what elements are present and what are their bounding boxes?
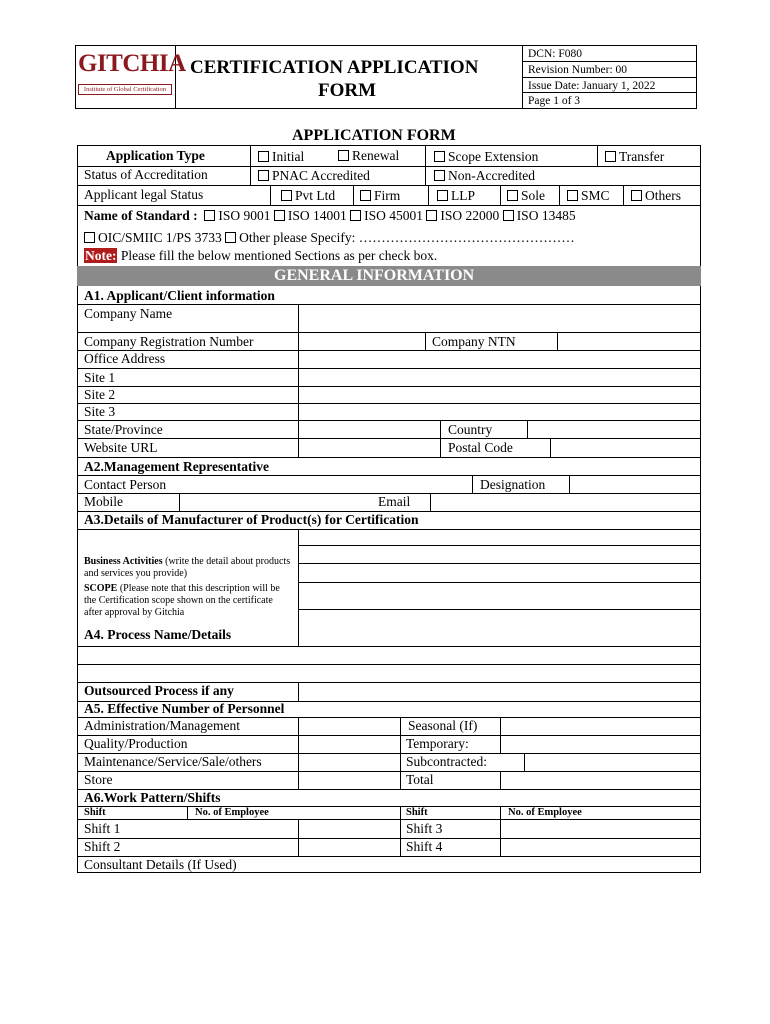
- total-count-field[interactable]: [500, 771, 701, 789]
- shift3-employee-field[interactable]: [500, 819, 701, 838]
- legal-status-label: Applicant legal Status: [84, 187, 204, 202]
- note: [84, 248, 437, 264]
- a5-heading: A5. Effective Number of Personnel: [84, 701, 285, 716]
- designation-label: Designation: [480, 477, 546, 492]
- dcn: DCN: F080: [528, 48, 582, 60]
- a3-heading: A3.Details of Manufacturer of Product(s) for Certification: [84, 512, 419, 527]
- reg-number-field[interactable]: [298, 332, 425, 350]
- seasonal-count-field[interactable]: [500, 717, 701, 735]
- temporary-label: Temporary:: [406, 736, 469, 751]
- store-label: Store: [84, 772, 113, 787]
- checkbox-icon[interactable]: [434, 170, 445, 181]
- business-activities-field[interactable]: [298, 529, 701, 646]
- quality-count-field[interactable]: [298, 735, 400, 753]
- checkbox-icon[interactable]: [360, 190, 371, 201]
- accreditation-label: Status of Accreditation: [84, 167, 208, 182]
- website-field[interactable]: [298, 438, 440, 457]
- outsourced-process-label: Outsourced Process if any: [84, 683, 234, 698]
- postal-code-label: Postal Code: [448, 440, 513, 455]
- shift1-label: Shift 1: [84, 821, 121, 836]
- other-standard-field[interactable]: Other please Specify: …………………………………………: [239, 230, 575, 245]
- company-logo: [78, 50, 186, 105]
- maintenance-count-field[interactable]: [298, 753, 400, 771]
- note-text: Please fill the below mentioned Sections as per check box.: [120, 248, 438, 263]
- shift2-label: Shift 2: [84, 839, 121, 854]
- consultant-label: Consultant Details (If Used): [84, 857, 237, 872]
- standards-row: [84, 208, 576, 224]
- designation-field[interactable]: [569, 475, 701, 493]
- temporary-count-field[interactable]: [500, 735, 701, 753]
- initial-option[interactable]: Initial: [258, 149, 304, 165]
- office-address-label: Office Address: [84, 351, 166, 366]
- site3-field[interactable]: [298, 403, 701, 420]
- mobile-field[interactable]: [179, 493, 371, 511]
- scope-note: SCOPE (Please note that this description will be the Certification scope shown on the certificate after approval by Gitchia: [84, 583, 280, 618]
- ntn-label: Company NTN: [432, 334, 516, 349]
- a1-heading: A1. Applicant/Client information: [84, 288, 275, 303]
- site2-field[interactable]: [298, 386, 701, 403]
- iso45001-option[interactable]: ISO 45001: [364, 208, 424, 223]
- a2-heading: A2.Management Representative: [84, 459, 269, 474]
- shift1-employee-field[interactable]: [298, 819, 400, 838]
- checkbox-icon[interactable]: [605, 151, 616, 162]
- site1-label: Site 1: [84, 370, 116, 385]
- checkbox-icon[interactable]: [350, 210, 361, 221]
- pnac-option[interactable]: PNAC Accredited: [258, 168, 370, 184]
- application-type-label: Application Type: [106, 148, 205, 163]
- business-activities-label: Business Activities (write the detail about products and services you provide): [84, 556, 291, 579]
- company-name-field[interactable]: [298, 304, 701, 332]
- a6-heading: A6.Work Pattern/Shifts: [84, 790, 221, 805]
- admin-count-field[interactable]: [298, 717, 400, 735]
- form-title-line2: FORM: [318, 80, 377, 101]
- firm-option[interactable]: Firm: [360, 188, 400, 204]
- email-label: Email: [378, 494, 411, 509]
- checkbox-icon[interactable]: [503, 210, 514, 221]
- total-label: Total: [406, 772, 434, 787]
- iso22000-option[interactable]: ISO 22000: [440, 208, 500, 223]
- checkbox-icon[interactable]: [204, 210, 215, 221]
- general-info-title: GENERAL INFORMATION: [274, 267, 475, 284]
- shift3-label: Shift 3: [406, 821, 443, 836]
- state-field[interactable]: [298, 420, 440, 438]
- checkbox-icon[interactable]: [281, 190, 292, 201]
- shift4-employee-field[interactable]: [500, 838, 701, 856]
- renewal-option[interactable]: Renewal: [338, 148, 399, 164]
- maintenance-label: Maintenance/Service/Sale/others: [84, 754, 262, 769]
- contact-person-label: Contact Person: [84, 477, 167, 492]
- seasonal-label: Seasonal (If): [408, 718, 478, 733]
- oic-option[interactable]: OIC/SMIIC 1/PS 3733: [98, 230, 222, 245]
- quality-label: Quality/Production: [84, 736, 188, 751]
- others-option[interactable]: Others: [631, 188, 681, 204]
- mobile-label: Mobile: [84, 494, 123, 509]
- standards-label: Name of Standard :: [84, 208, 198, 223]
- shift4-label: Shift 4: [406, 839, 443, 854]
- shift-header: Shift: [84, 807, 106, 818]
- reg-number-label: Company Registration Number: [84, 334, 254, 349]
- issue-date: Issue Date: January 1, 2022: [528, 80, 656, 92]
- pvt-ltd-option[interactable]: Pvt Ltd: [281, 188, 335, 204]
- checkbox-icon[interactable]: [631, 190, 642, 201]
- checkbox-icon[interactable]: [258, 170, 269, 181]
- checkbox-icon[interactable]: [507, 190, 518, 201]
- checkbox-icon[interactable]: [434, 151, 445, 162]
- subcontracted-label: Subcontracted:: [406, 754, 487, 769]
- site2-label: Site 2: [84, 387, 116, 402]
- process-details-field-2[interactable]: [77, 664, 701, 682]
- transfer-option[interactable]: Transfer: [605, 149, 664, 165]
- site1-field[interactable]: [298, 368, 701, 386]
- country-field[interactable]: [527, 420, 701, 438]
- scope-extension-option[interactable]: Scope Extension: [434, 149, 538, 165]
- a4-heading: A4. Process Name/Details: [84, 627, 232, 642]
- logo-tagline: Institute of Global Certification: [78, 84, 172, 95]
- smc-option[interactable]: SMC: [567, 188, 610, 204]
- non-accredited-option[interactable]: Non-Accredited: [434, 168, 535, 184]
- email-field[interactable]: [430, 493, 701, 511]
- subcontracted-count-field[interactable]: [524, 753, 701, 771]
- store-count-field[interactable]: [298, 771, 400, 789]
- iso9001-option[interactable]: ISO 9001: [218, 208, 271, 223]
- application-form-title: APPLICATION FORM: [292, 127, 456, 144]
- contact-person-field[interactable]: [178, 475, 472, 493]
- sole-option[interactable]: Sole: [507, 188, 545, 204]
- employee-header: No. of Employee: [195, 807, 269, 818]
- logo-text: GITCHIA: [78, 50, 186, 77]
- shift-header-2: Shift: [406, 807, 428, 818]
- llp-option[interactable]: LLP: [437, 188, 475, 204]
- shift2-employee-field[interactable]: [298, 838, 400, 856]
- outsourced-process-field[interactable]: [298, 682, 701, 701]
- office-address-field[interactable]: [298, 350, 701, 368]
- company-name-label: Company Name: [84, 306, 173, 321]
- iso13485-option[interactable]: ISO 13485: [516, 208, 576, 223]
- checkbox-icon[interactable]: [426, 210, 437, 221]
- form-title-line1: CERTIFICATION APPLICATION: [190, 57, 479, 78]
- country-label: Country: [448, 422, 493, 437]
- checkbox-icon[interactable]: [225, 232, 236, 243]
- checkbox-icon[interactable]: [437, 190, 448, 201]
- checkbox-icon[interactable]: [567, 190, 578, 201]
- checkbox-icon[interactable]: [258, 151, 269, 162]
- postal-code-field[interactable]: [550, 438, 701, 457]
- employee-header-2: No. of Employee: [508, 807, 582, 818]
- checkbox-icon[interactable]: [338, 150, 349, 161]
- page-number: Page 1 of 3: [528, 95, 581, 107]
- checkbox-icon[interactable]: [84, 232, 95, 243]
- note-tag: Note:: [85, 248, 117, 263]
- revision-number: Revision Number: 00: [528, 64, 628, 76]
- process-details-field-1[interactable]: [77, 646, 701, 664]
- iso14001-option[interactable]: ISO 14001: [287, 208, 347, 223]
- state-label: State/Province: [84, 422, 163, 437]
- standards-row-2: [84, 230, 575, 246]
- site3-label: Site 3: [84, 404, 116, 419]
- admin-label: Administration/Management: [84, 718, 240, 733]
- website-label: Website URL: [84, 440, 158, 455]
- ntn-field[interactable]: [557, 332, 701, 350]
- checkbox-icon[interactable]: [274, 210, 285, 221]
